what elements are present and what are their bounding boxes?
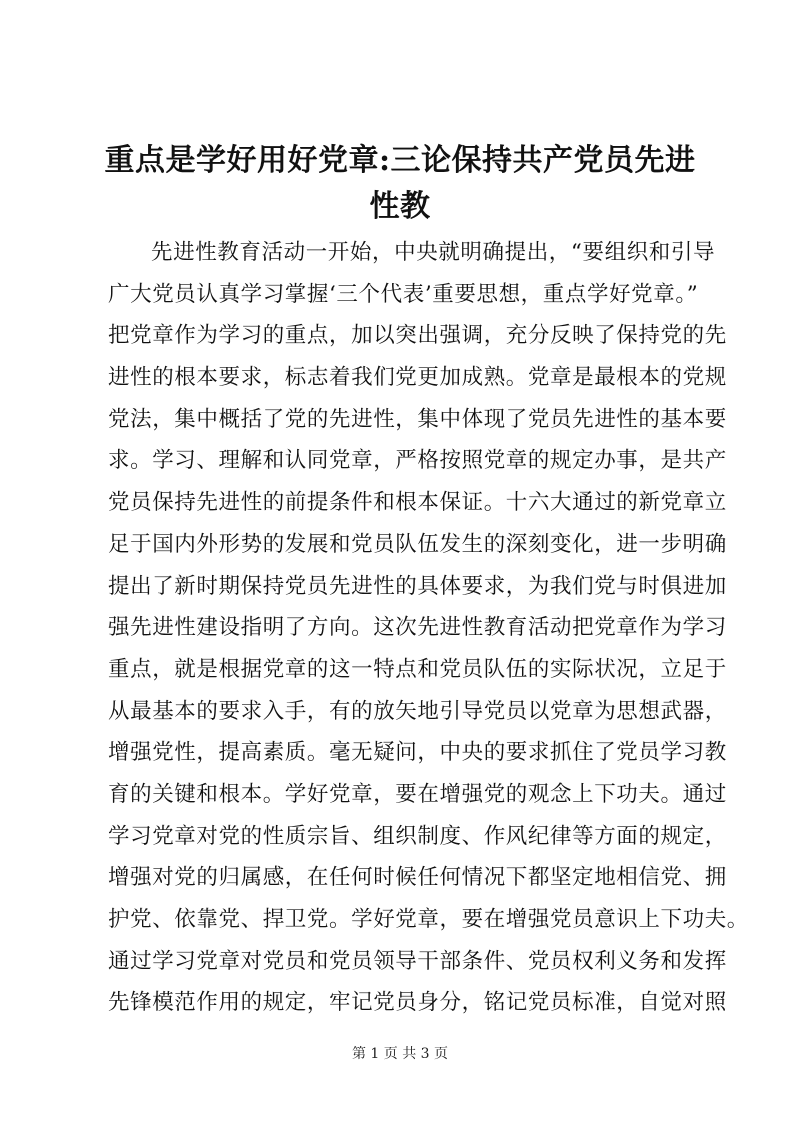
text-line: 足于国内外形势的发展和党员队伍发生的深刻变化，进一步明确 [108,531,727,557]
title-line-2: 性教 [369,189,431,224]
text-line: 党法，集中概括了党的先进性，集中体现了党员先进性的基本要 [108,406,727,432]
text-line: 育的关键和根本。学好党章，要在增强党的观念上下功夫。通过 [108,781,727,807]
text-line: 从最基本的要求入手，有的放矢地引导党员以党章为思想武器， [108,698,727,724]
text-line: 强先进性建设指明了方向。这次先进性教育活动把党章作为学习 [108,615,727,641]
text-line: 增强党性，提高素质。毫无疑问，中央的要求抓住了党员学习教 [108,740,727,766]
text-line: 提出了新时期保持党员先进性的具体要求，为我们党与时俱进加 [108,573,727,599]
text-line: 把党章作为学习的重点，加以突出强调，充分反映了保持党的先 [108,323,727,349]
text-line: 广大党员认真学习掌握‘三个代表’重要思想，重点学好党章。” [108,281,699,307]
text-line: 重点，就是根据党章的这一特点和党员队伍的实际状况，立足于 [108,656,727,682]
text-line: 求。学习、理解和认同党章，严格按照党章的规定办事，是共产 [108,448,727,474]
text-line: 增强对党的归属感，在任何时候任何情况下都坚定地相信党、拥 [108,865,727,891]
document-title [80,138,720,230]
text-line: 通过学习党章对党员和党员领导干部条件、党员权利义务和发挥 [108,948,727,974]
text-line: 学习党章对党的性质宗旨、组织制度、作风纪律等方面的规定， [108,823,727,849]
title-line-1: 重点是学好用好党章:三论保持共产党员先进 [104,143,696,178]
text-line: 护党、依靠党、捍卫党。学好党章，要在增强党员意识上下功夫。 [108,907,749,932]
text-line: 党员保持先进性的前提条件和根本保证。十六大通过的新党章立 [108,490,727,516]
text-line: 进性的根本要求，标志着我们党更加成熟。党章是最根本的党规 [108,365,727,391]
text-line: 先锋模范作用的规定，牢记党员身分，铭记党员标准，自觉对照 [108,990,727,1016]
page-footer: 第 1 页 共 3 页 [351,1046,449,1062]
text-line: 先进性教育活动一开始，中央就明确提出，“要组织和引导 [151,240,716,265]
body-paragraph [108,232,749,1024]
